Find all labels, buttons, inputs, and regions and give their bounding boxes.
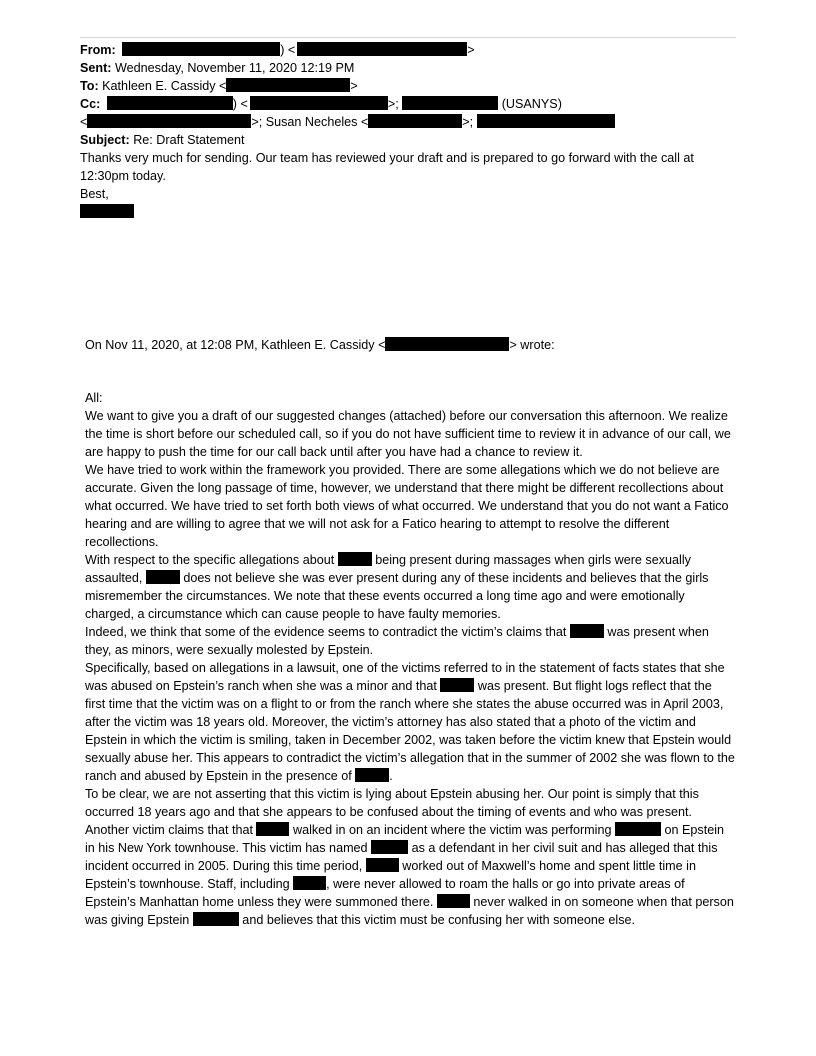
subject-row: [80, 131, 740, 149]
redaction-box: [385, 337, 509, 351]
text: never walked in on someone when that person was giving Epstein: [85, 895, 734, 927]
from-label: From:: [80, 43, 116, 57]
sent-row: [80, 59, 740, 77]
redaction-box: [338, 552, 372, 566]
redaction-box: [355, 768, 389, 782]
text: being present during massages when girls were sexually assaulted,: [85, 553, 691, 585]
redaction-box: [570, 624, 604, 638]
signature-redaction: [80, 204, 134, 218]
quoted-message-body: [85, 389, 735, 929]
text: With respect to the specific allegations about: [85, 553, 338, 567]
paragraph-6: To be clear, we are not asserting that this victim is lying about Epstein abusing her. Our point is simply that this occurred 18 years ago and that she appears to be confused about the timing of events and who was present.: [85, 787, 699, 819]
text: Indeed, we think that some of the evidence seems to contradict the victim’s claims that: [85, 625, 570, 639]
quoted-intro-suffix: > wrote:: [509, 338, 555, 352]
text: walked in on an incident where the victim was performing: [289, 823, 615, 837]
text: worked out of Maxwell’s home and spent little time in Epstein’s townhouse. Staff, including: [85, 859, 696, 891]
redaction-box: [146, 570, 180, 584]
cc-label: Cc:: [80, 97, 101, 111]
redaction-box: [615, 822, 661, 836]
text: was present. But flight logs reflect that the first time that the victim was on a flight to or from the ranch where she states the abuse occurred was in April 2003, after the victim was 18 years old. Moreover, the victim’s attorney has also stated that a photo of the victim and Epstein in which the victim is smiling, taken in December 2002, was taken before the victim knew that Epstein would sexually abuse her. This appears to contradict the victim’s allegation that in the summer of 2002 she was flown to the ranch and abused by Epstein in the presence of: [85, 679, 735, 783]
redaction-box: [368, 114, 462, 128]
cc-row-continued: < >; Susan Necheles < >;: [80, 113, 740, 131]
redaction-box: [256, 822, 289, 836]
greeting: All:: [85, 391, 103, 405]
redaction-box: [366, 858, 399, 872]
redaction-box: [293, 876, 326, 890]
redaction-box: [250, 96, 388, 110]
redaction-box: [87, 114, 251, 128]
redaction-box: [122, 42, 280, 56]
cc-usanys: (USANYS): [501, 97, 562, 111]
text: as a defendant in her civil suit and has alleged that this incident occurred in 2005. During this time period,: [85, 841, 718, 873]
from-row: From: ) < >: [80, 43, 475, 57]
to-label: To:: [80, 79, 99, 93]
paragraph-1: We want to give you a draft of our suggested changes (attached) before our conversation this afternoon. We realize the time is short before our scheduled call, so if you do not have sufficient time to review it in advance of our call, we are happy to push the time for our call back until after you have had a chance to review it.: [85, 409, 731, 459]
subject-label: Subject:: [80, 133, 130, 147]
cc-row: Cc: ) < >; (USANYS): [80, 97, 562, 111]
text: does not believe she was ever present during any of these incidents and believes that the girls misremember the circumstances. We note that these events occurred a long time ago and were emotionally charged, a circumstance which can cause people to have faulty memories.: [85, 571, 709, 621]
header-divider: [80, 37, 736, 38]
quoted-intro: [85, 336, 735, 354]
text: Another victim claims that that: [85, 823, 257, 837]
reply-closing: Best,: [80, 187, 109, 201]
to-name: Kathleen E. Cassidy <: [102, 79, 227, 93]
redaction-box: [477, 114, 615, 128]
cc-necheles: ; Susan Necheles <: [258, 115, 369, 129]
email-header: [80, 41, 740, 149]
paragraph-4: [85, 623, 735, 659]
paragraph-7: [85, 821, 735, 929]
redaction-box: [437, 894, 470, 908]
redaction-box: [107, 96, 233, 110]
text: on Epstein in his New York townhouse. This victim has named: [85, 823, 724, 855]
to-row: To: Kathleen E. Cassidy < >: [80, 79, 358, 93]
text: .: [389, 769, 393, 783]
text: Specifically, based on allegations in a lawsuit, one of the victims referred to in the statement of facts states that she was abused on Epstein’s ranch when she was a minor and that: [85, 661, 725, 693]
text: , were never allowed to roam the halls or go into private areas of Epstein’s Manhattan home unless they were summoned there.: [85, 877, 685, 909]
redaction-box: [440, 678, 474, 692]
redaction-box: [226, 78, 350, 92]
paragraph-3: [85, 551, 735, 623]
text: was present when they, as minors, were sexually molested by Epstein.: [85, 625, 709, 657]
quoted-intro-prefix: On Nov 11, 2020, at 12:08 PM, Kathleen E. Cassidy <: [85, 338, 386, 352]
reply-body: Thanks very much for sending. Our team has reviewed your draft and is prepared to go forward with the call at 12:30pm today.: [80, 151, 694, 183]
redaction-box: [193, 912, 239, 926]
paragraph-2: We have tried to work within the framework you provided. There are some allegations which we do not believe are accurate. Given the long passage of time, however, we understand that there might be different recollections about what occurred. We have tried to set forth both views of what occurred. We understand that you do not want a Fatico hearing and are willing to agree that we will not ask for a Fatico hearing to attempt to resolve the different recollections.: [85, 463, 729, 549]
text: and believes that this victim must be confusing her with someone else.: [238, 913, 636, 927]
sent-label: Sent:: [80, 61, 112, 75]
redaction-box: [371, 840, 408, 854]
paragraph-5: [85, 659, 735, 785]
sent-value: Wednesday, November 11, 2020 12:19 PM: [114, 61, 355, 75]
redaction-box: [402, 96, 498, 110]
reply-message: [80, 149, 730, 221]
subject-value: Re: Draft Statement: [133, 133, 245, 147]
redaction-box: [297, 42, 467, 56]
